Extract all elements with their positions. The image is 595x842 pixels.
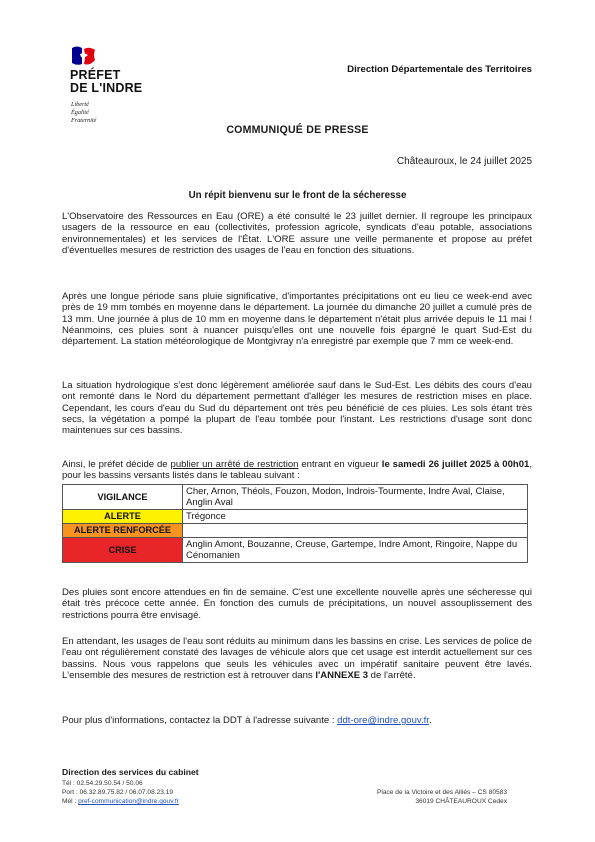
prefecture-name — [70, 69, 142, 95]
motto-egalite: Égalité — [71, 109, 89, 116]
document-subtitle: Un répit bienvenu sur le front de la sécheresse — [188, 190, 407, 201]
footer-mail-link[interactable]: pref-communication@indre.gouv.fr — [78, 798, 179, 805]
paragraph-forecast: Des pluies sont encore attendues en fin de semaine. C'est une excellente nouvelle après une sécheresse qui était très précoce cette année. En fonction des cumuls de précipitations, un nouvel assouplissement des restrictions pourra être envisagé. — [62, 587, 532, 621]
table-row — [63, 524, 528, 538]
decree-link[interactable]: publier un arrêté de restriction — [170, 459, 299, 470]
footer-address-line-1: Place de la Victoire et des Alliés – CS 80583 — [376, 789, 507, 796]
restriction-level: ALERTE — [63, 510, 183, 524]
footer-address-line-2: 36019 CHÂTEAUROUX Cedex — [415, 798, 507, 805]
restriction-table — [62, 484, 528, 563]
footer-mail-line: Mél : pref-communication@indre.gouv.fr — [62, 798, 179, 805]
paragraph-hydrology: La situation hydrologique s'est donc légèrement améliorée sauf dans le Sud-Est. Les débits des cours d'eau ont remonté dans le Nord du département permettant d'alléger les mesures de restriction mises en place. Cependant, les cours d'eau du Sud du département ont très peu bénéficié de ces pluies. Les sols étant très secs, la végétation a pompé la plupart de l'eau tombée pour l'instant. Les restrictions d'usage sont donc maintenues sur ces bassins. — [62, 380, 532, 437]
marianne-logo-icon — [71, 45, 97, 67]
footer-tel: Tél : 02.54.29.50.54 / 50.06 — [62, 780, 143, 787]
table-row — [63, 538, 528, 563]
basin-list: Trégonce — [183, 510, 528, 524]
paragraph-crisis-usage: En attendant, les usages de l'eau sont réduits au minimum dans les bassins en crise. Les services de police de l'eau ont régulièrement constaté des lavages de véhicule alors que cet usage est interdit actuellement sur ces bassins. Nous vous rappelons que seuls les véhicules avec un impératif sanitaire peuvent être lavés. L'ensemble des mesures de restriction est à retrouver dans l'ANNEXE 3 de l'arrêté. — [62, 636, 532, 681]
footer-title: Direction des services du cabinet — [62, 767, 199, 777]
table-row — [63, 510, 528, 524]
basin-list — [183, 524, 528, 538]
footer-contact — [62, 779, 179, 806]
contact-email-link[interactable]: ddt-ore@indre.gouv.fr — [337, 715, 429, 726]
table-row — [63, 485, 528, 510]
footer-address — [377, 788, 507, 806]
paragraph-contact: Pour plus d'informations, contactez la DDT à l'adresse suivante : ddt-ore@indre.gouv.fr. — [62, 715, 432, 726]
document-title: COMMUNIQUÉ DE PRESSE — [226, 124, 369, 136]
motto-liberte: Liberté — [71, 101, 89, 108]
restriction-level: ALERTE RENFORCÉE — [63, 524, 183, 538]
restriction-level: CRISE — [63, 538, 183, 563]
paragraph-decision: Ainsi, le préfet décide de publier un arrêté de restriction entrant en vigueur le samedi 26 juillet 2025 à 00h01, pour les bassins versants listés dans le tableau suivant : — [62, 459, 533, 482]
annex-reference: l'ANNEXE 3 — [315, 669, 369, 681]
basin-list: Cher, Arnon, Théols, Fouzon, Modon, Indrois-Tourmente, Indre Aval, Claise, Anglin Aval — [183, 485, 528, 510]
paragraph-rainfall: Après une longue période sans pluie significative, d'importantes précipitations ont eu lieu ce week-end avec près de 19 mm tombés en moyenne dans le département. La journée du dimanche 20 juillet a cumulé près de 13 mm. Une journée à plus de 10 mm en moyenne dans le département n'était plus arrivée depuis le 11 mai ! Néanmoins, ces pluies sont à nuancer puisqu'elles ont une nouvelle fois épargné le quart Sud-Est du département. La station météorologique de Montgivray n'a enregistré par exemple que 7 mm ce week-end. — [62, 291, 532, 348]
logo-line-2: DE L'INDRE — [70, 81, 143, 95]
document-date: Châteauroux, le 24 juillet 2025 — [396, 156, 532, 167]
effective-date: le samedi 26 juillet 2025 à 00h01 — [381, 459, 530, 470]
paragraph-ore: L'Observatoire des Ressources en Eau (ORE) a été consulté le 23 juillet dernier. Il regroupe les principaux usagers de la ressource en eau (collectivités, profession agricole, syndicats d'eau potable, associations environnementales) et les services de l'État. L'ORE assure une veille permanente et propose au préfet d'éventuelles mesures de restriction des usages de l'eau en fonction des situations. — [62, 211, 532, 256]
footer-port: Port : 06.32.89.75.82 / 06.07.08.23.19 — [62, 789, 174, 796]
basin-list: Anglin Amont, Bouzanne, Creuse, Gartempe, Indre Amont, Ringoire, Nappe du Cénomanien — [183, 538, 528, 563]
issuing-direction: Direction Départementale des Territoires — [347, 64, 532, 75]
restriction-level: VIGILANCE — [63, 485, 183, 510]
republic-motto — [71, 101, 96, 125]
motto-fraternite: Fraternité — [71, 117, 97, 124]
logo-line-1: PRÉFET — [70, 68, 121, 82]
